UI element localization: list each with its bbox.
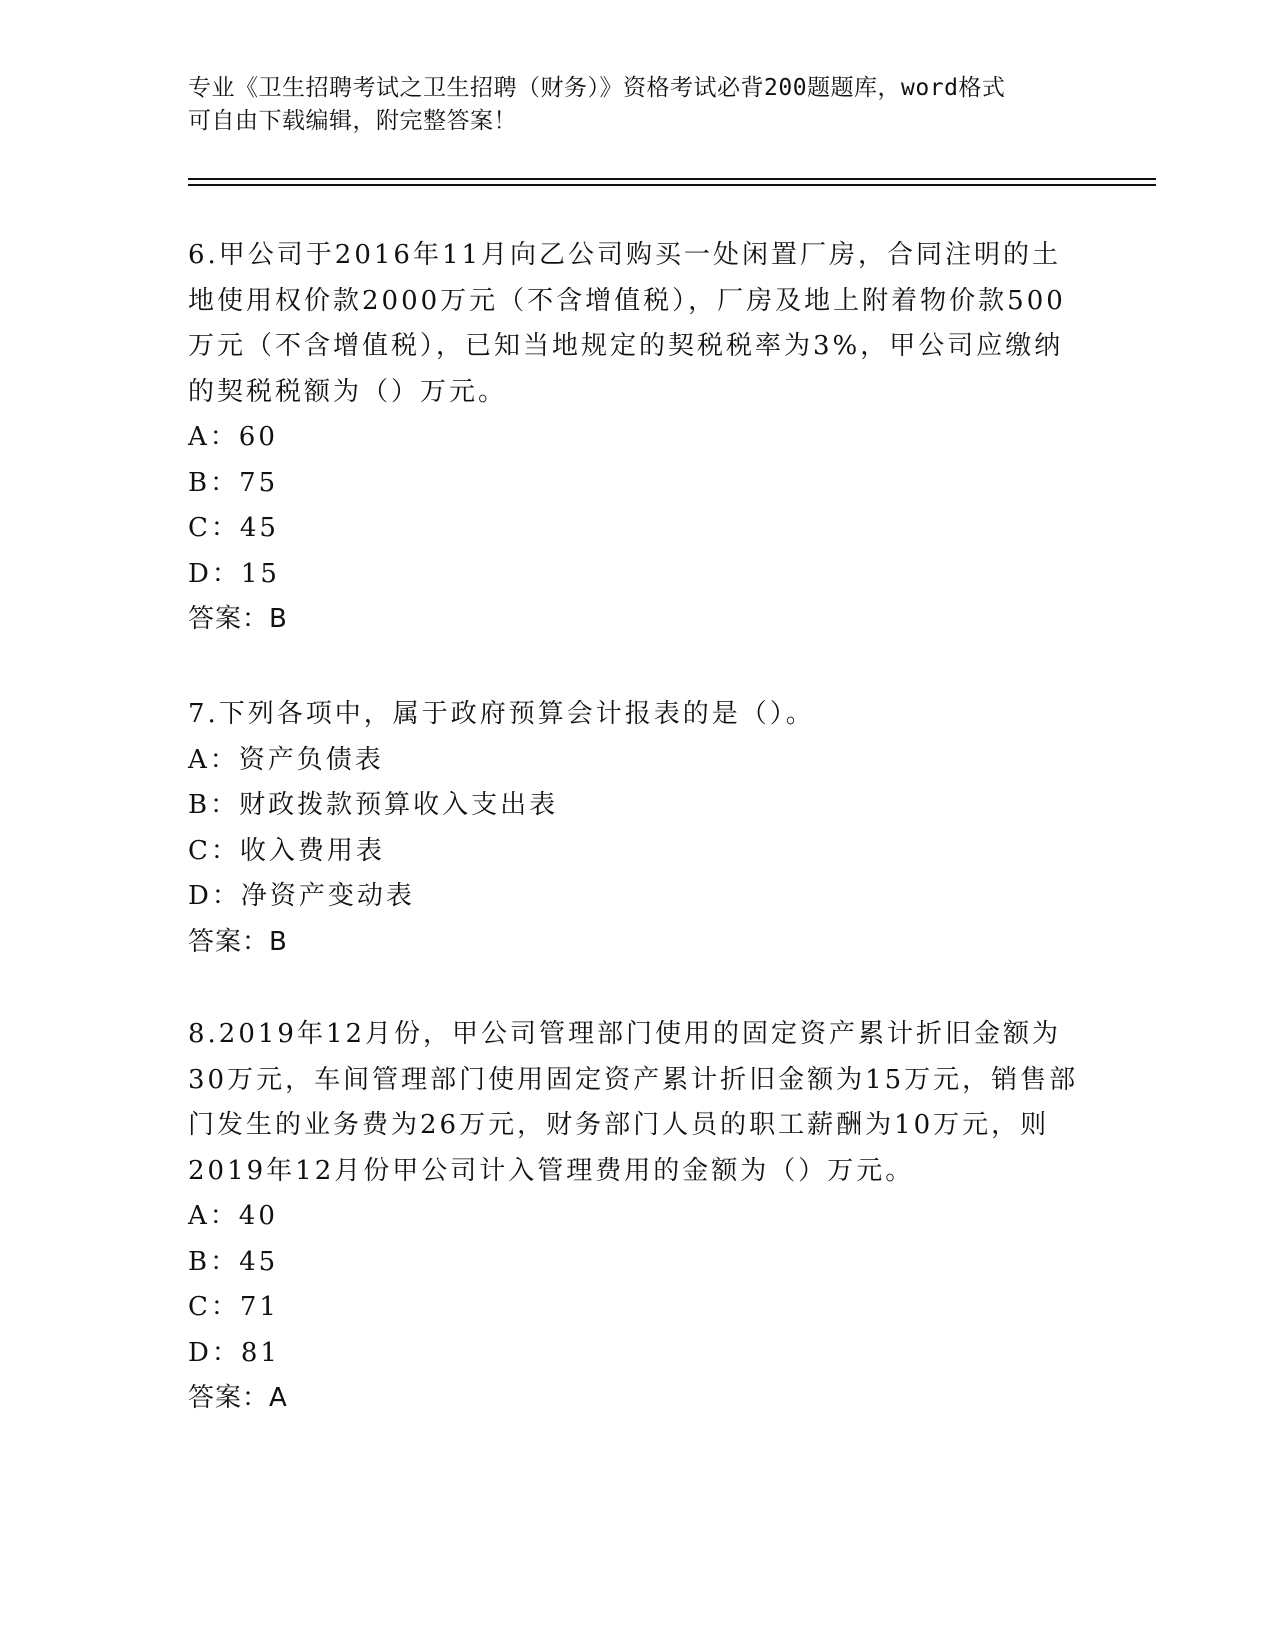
stem-line: 6.甲公司于2016年11月向乙公司购买一处闲置厂房，合同注明的土 — [188, 240, 1062, 270]
question-8 — [188, 1012, 1088, 1422]
document-header — [188, 72, 1068, 138]
question-stem — [188, 1012, 1088, 1194]
option-a: A：资产负债表 — [188, 744, 384, 775]
question-6 — [188, 233, 1088, 643]
stem-line: 7.下列各项中，属于政府预算会计报表的是（）。 — [188, 699, 815, 729]
option-c: C：71 — [188, 1292, 279, 1322]
stem-line: 地使用权价款2000万元（不含增值税），厂房及地上附着物价款500 — [188, 285, 1066, 316]
stem-line: 的契税税额为（）万元。 — [188, 376, 508, 407]
stem-line: 门发生的业务费为26万元，财务部门人员的职工薪酬为10万元，则 — [188, 1110, 1050, 1140]
header-divider-top — [188, 178, 1156, 180]
stem-line: 万元（不含增值税），已知当地规定的契税税率为3%，甲公司应缴纳 — [188, 331, 1064, 361]
option-c: C：收入费用表 — [188, 835, 385, 866]
question-stem — [188, 233, 1088, 415]
answer-label: 答案：B — [188, 604, 288, 634]
option-b: B：75 — [188, 467, 279, 498]
option-a: A：40 — [188, 1201, 278, 1231]
option-b: B：45 — [188, 1246, 279, 1277]
question-stem — [188, 692, 1088, 738]
answer-label: 答案：B — [188, 926, 288, 957]
question-7 — [188, 692, 1088, 965]
stem-line: 30万元，车间管理部门使用固定资产累计折旧金额为15万元，销售部 — [188, 1064, 1079, 1095]
answer-label: 答案：A — [188, 1383, 288, 1413]
stem-line: 2019年12月份甲公司计入管理费用的金额为（）万元。 — [188, 1155, 915, 1186]
option-d: D：净资产变动表 — [188, 881, 415, 911]
option-d: D：15 — [188, 558, 280, 589]
option-a: A：60 — [188, 422, 278, 452]
stem-line: 8.2019年12月份，甲公司管理部门使用的固定资产累计折旧金额为 — [188, 1019, 1062, 1049]
option-b: B：财政拨款预算收入支出表 — [188, 790, 559, 820]
header-divider-bottom — [188, 184, 1156, 186]
option-d: D：81 — [188, 1337, 280, 1368]
header-line: 专业《卫生招聘考试之卫生招聘（财务）》资格考试必背200题题库，word格式 — [188, 75, 1006, 101]
option-c: C：45 — [188, 513, 279, 543]
header-line: 可自由下载编辑，附完整答案！ — [188, 108, 517, 134]
